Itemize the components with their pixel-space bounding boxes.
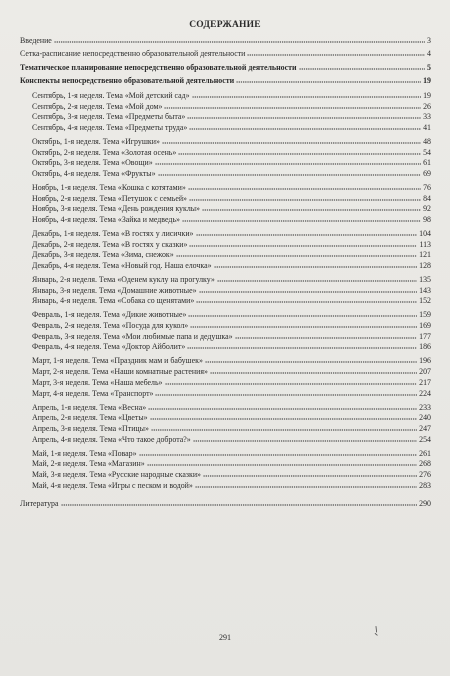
toc-entry-label: Сентябрь, 2-я неделя. Тема «Мой дом»: [32, 101, 163, 111]
toc-entry: [20, 34, 431, 47]
page-number: 291: [219, 633, 231, 642]
toc-entry-label: Введение: [20, 36, 52, 45]
dot-leader: [165, 379, 418, 385]
toc-entry: [20, 112, 431, 123]
dot-leader: [199, 287, 418, 293]
toc-entry-label: Сентябрь, 3-я неделя. Тема «Предметы быта»: [32, 112, 186, 122]
toc-entry: [20, 261, 431, 272]
toc-entry-label: Октябрь, 3-я неделя. Тема «Овощи»: [32, 158, 153, 168]
dot-leader: [192, 92, 422, 98]
toc-entry-page: 224: [419, 388, 431, 398]
dot-leader: [236, 77, 421, 83]
toc-entry: [20, 296, 431, 307]
toc-entry: [20, 74, 431, 87]
toc-entry: [20, 470, 431, 481]
toc-entry: [20, 275, 431, 286]
toc-entry: [20, 389, 431, 400]
dot-leader: [150, 414, 418, 420]
toc-entry-label: Октябрь, 4-я неделя. Тема «Фрукты»: [32, 168, 156, 178]
toc-entry-page: 98: [423, 215, 431, 225]
toc-entry-label: Декабрь, 1-я неделя. Тема «В гостях у лисички»: [32, 229, 194, 238]
toc-entry-page: 4: [427, 49, 431, 59]
toc-entry-label: Апрель, 2-я неделя. Тема «Цветы»: [32, 413, 148, 423]
toc-entry-page: 276: [419, 469, 431, 479]
dot-leader: [155, 159, 421, 165]
dot-leader: [196, 297, 417, 303]
dot-leader: [247, 50, 425, 56]
toc-entry-label: Конспекты непосредственно образовательной деятельности: [20, 76, 235, 86]
toc-entry-page: 76: [423, 182, 431, 192]
toc-entry-page: 283: [419, 480, 431, 490]
toc-entry: [20, 459, 431, 470]
dot-leader: [196, 230, 418, 236]
toc-entry: [20, 367, 431, 378]
dot-leader: [139, 450, 418, 456]
toc-entry-label: Декабрь, 4-я неделя. Тема «Новый год. Наша елочка»: [32, 261, 212, 271]
toc-entry: [20, 47, 431, 60]
toc-entry-label: Апрель, 3-я неделя. Тема «Птицы»: [32, 423, 149, 433]
toc-entry-label: Ноябрь, 4-я неделя. Тема «Зайка и медведь»: [32, 215, 180, 225]
toc-entry: [20, 413, 431, 424]
dot-leader: [147, 460, 417, 466]
toc-entry-label: Сентябрь, 1-я неделя. Тема «Мой детский сад»: [32, 90, 190, 100]
dot-leader: [188, 184, 421, 190]
toc-entry-label: Сетка-расписание непосредственно образовательной деятельности: [20, 49, 246, 59]
dot-leader: [189, 195, 421, 201]
pen-mark-icon: [373, 626, 379, 636]
dot-leader: [190, 322, 417, 328]
toc-entry-page: 177: [419, 331, 431, 341]
toc-entry-page: 84: [423, 193, 431, 203]
toc-entry-label: Март, 1-я неделя. Тема «Праздник мам и бабушек»: [32, 356, 203, 366]
toc-entry-label: Март, 3-я неделя. Тема «Наша мебель»: [32, 377, 163, 387]
dot-leader: [214, 262, 418, 268]
dot-leader: [217, 276, 417, 282]
dot-leader: [210, 368, 417, 374]
toc-entry-page: 61: [423, 158, 431, 168]
toc-entry-label: Май, 2-я неделя. Тема «Магазин»: [32, 459, 145, 469]
dot-leader: [61, 500, 418, 506]
toc-entry-label: Ноябрь, 3-я неделя. Тема «День рождения куклы»: [32, 204, 201, 214]
dot-leader: [187, 113, 421, 119]
toc-entry-label: Февраль, 2-я неделя. Тема «Посуда для кукол»: [32, 321, 189, 331]
toc-title: СОДЕРЖАНИЕ: [189, 20, 261, 30]
dot-leader: [178, 149, 421, 155]
toc-entry-label: Литература: [20, 499, 59, 509]
toc-entry-page: 169: [419, 321, 431, 331]
toc-entry-label: Декабрь, 3-я неделя. Тема «Зима, снежок»: [32, 250, 174, 260]
toc-entry-page: 240: [419, 413, 431, 423]
toc-entry-page: 41: [423, 122, 431, 132]
dot-leader: [162, 138, 421, 144]
toc-entry-label: Декабрь, 2-я неделя. Тема «В гостях у сказки»: [32, 239, 188, 249]
toc-entry-page: 19: [423, 90, 431, 100]
toc-entry-page: 290: [419, 499, 431, 509]
toc-entry-label: Ноябрь, 1-я неделя. Тема «Кошка с котятами»: [32, 182, 186, 192]
toc-entry: [20, 91, 431, 102]
dot-leader: [193, 436, 417, 442]
toc-entry-page: 69: [423, 168, 431, 178]
toc-entry: [20, 424, 431, 435]
toc-entry: [20, 194, 431, 205]
toc-entry: [20, 183, 431, 194]
toc-entry: [20, 342, 431, 353]
toc-entry-label: Май, 4-я неделя. Тема «Игры с песком и водой»: [32, 480, 193, 490]
toc-entry-page: 152: [419, 296, 431, 306]
toc-entry: [20, 123, 431, 134]
toc-entry-page: 92: [423, 204, 431, 214]
toc-entry-page: 196: [419, 356, 431, 366]
toc-entry: [20, 169, 431, 180]
dot-leader: [187, 343, 417, 349]
toc-entry-label: Январь, 3-я неделя. Тема «Домашние животные»: [32, 285, 197, 295]
dot-leader: [164, 103, 421, 109]
dot-leader: [54, 37, 425, 43]
toc-entry-page: 113: [419, 239, 431, 249]
toc-entry-label: Апрель, 1-я неделя. Тема «Весна»: [32, 402, 147, 412]
dot-leader: [151, 425, 417, 431]
toc-entry: [20, 481, 431, 492]
toc-entry-label: Сентябрь, 4-я неделя. Тема «Предметы труда»: [32, 122, 188, 132]
toc-entry-page: 128: [419, 261, 431, 271]
toc-entry: [20, 403, 431, 414]
dot-leader: [188, 311, 417, 317]
toc-entry-page: 143: [419, 285, 431, 295]
toc-entry: [20, 286, 431, 297]
toc-entry-page: 207: [419, 367, 431, 377]
toc-entry-page: 247: [419, 423, 431, 433]
dot-leader: [176, 251, 417, 257]
dot-leader: [182, 216, 421, 222]
toc-entry-label: Октябрь, 1-я неделя. Тема «Игрушки»: [32, 136, 160, 146]
toc-entry: [20, 215, 431, 226]
toc-entry-label: Январь, 4-я неделя. Тема «Собака со щенятами»: [32, 296, 195, 306]
dot-leader: [205, 357, 417, 363]
toc-entry: [20, 497, 431, 510]
toc-entry-label: Тематическое планирование непосредственно образовательной деятельности: [20, 62, 297, 72]
toc-entry-page: 5: [427, 62, 431, 72]
toc-entry-label: Февраль, 1-я неделя. Тема «Дикие животные»: [32, 310, 187, 320]
toc-entry: [20, 378, 431, 389]
dot-leader: [195, 482, 417, 488]
toc-entry-page: 135: [419, 275, 431, 285]
dot-leader: [158, 170, 422, 176]
toc-entry-page: 48: [423, 136, 431, 146]
toc-entry: [20, 137, 431, 148]
dot-leader: [189, 124, 421, 130]
toc-entry-label: Октябрь, 2-я неделя. Тема «Золотая осень»: [32, 147, 177, 157]
toc-entry-label: Май, 3-я неделя. Тема «Русские народные сказки»: [32, 469, 202, 479]
toc-entry-label: Март, 4-я неделя. Тема «Транспорт»: [32, 388, 154, 398]
toc-entry-label: Ноябрь, 2-я неделя. Тема «Петушок с семьей»: [32, 193, 187, 203]
toc-entry: [20, 321, 431, 332]
toc-entry: [20, 356, 431, 367]
toc-entry-page: 254: [419, 434, 431, 444]
toc-entry: [20, 148, 431, 159]
toc-entry: [20, 204, 431, 215]
toc-entry-page: 19: [423, 76, 431, 86]
toc-entry: [20, 332, 431, 343]
toc-entry: [20, 435, 431, 446]
toc-entry-label: Февраль, 4-я неделя. Тема «Доктор Айболит»: [32, 342, 186, 352]
dot-leader: [155, 390, 417, 396]
toc-entry-page: 121: [419, 250, 431, 260]
toc-entry-label: Апрель, 4-я неделя. Тема «Что такое доброта?»: [32, 434, 191, 444]
toc-entry: [20, 250, 431, 261]
toc-entry-label: Январь, 2-я неделя. Тема «Оденем куклу на прогулку»: [32, 275, 215, 285]
toc-entry-label: Март, 2-я неделя. Тема «Наши комнатные растения»: [32, 367, 208, 377]
toc-entry: [20, 449, 431, 460]
toc-entry-page: 261: [419, 448, 431, 458]
toc-entry: [20, 240, 431, 251]
toc-entry: [20, 158, 431, 169]
toc-entry-label: Февраль, 3-я неделя. Тема «Мои любимые папа и дедушка»: [32, 331, 233, 341]
toc-entry-page: 186: [419, 342, 431, 352]
toc-entry-page: 54: [423, 147, 431, 157]
table-of-contents: [20, 34, 431, 511]
dot-leader: [148, 404, 417, 410]
toc-entry: [20, 61, 431, 74]
toc-entry-page: 268: [419, 459, 431, 469]
toc-entry-label: Май, 1-я неделя. Тема «Повар»: [32, 448, 137, 458]
toc-entry-page: 104: [419, 229, 431, 238]
toc-entry-page: 3: [427, 36, 431, 45]
dot-leader: [202, 205, 421, 211]
dot-leader: [189, 241, 417, 247]
toc-entry: [20, 229, 431, 240]
dot-leader: [203, 471, 417, 477]
toc-entry: [20, 310, 431, 321]
toc-entry-page: 33: [423, 112, 431, 122]
toc-entry-page: 26: [423, 101, 431, 111]
toc-entry-page: 233: [419, 402, 431, 412]
toc-entry-page: 159: [419, 310, 431, 320]
toc-entry-page: 217: [419, 377, 431, 387]
dot-leader: [235, 333, 418, 339]
toc-entry: [20, 102, 431, 113]
dot-leader: [299, 64, 426, 70]
